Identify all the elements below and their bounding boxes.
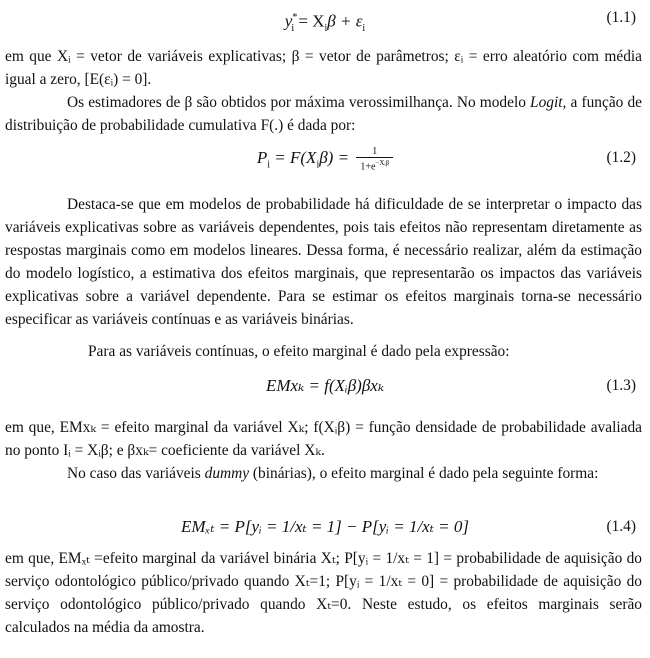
equation-1-4: EMₓₜ = P[yᵢ = 1/xₜ = 1] − P[yᵢ = 1/xₜ = 0] (1.4) <box>0 513 650 541</box>
equation-number: (1.2) <box>606 149 636 166</box>
paragraph-dummy-vars: No caso das variáveis dummy (binárias), o efeito marginal é dado pela seguinte forma: <box>67 465 599 482</box>
equation-number: (1.4) <box>606 518 636 535</box>
paragraph-definitions-1-1: em que Xᵢ = vetor de variáveis explicativas; β = vetor de parâmetros; εᵢ = erro aleatório com média igual a zero, [E(εᵢ) = 0]. <box>5 48 642 88</box>
equation-1-3: EMxₖ = f(Xᵢβ)βxₖ (1.3) <box>0 372 650 400</box>
equation-1-1: $y^*_i = X_i\beta + \varepsilon_i$ (1.1) <box>0 4 650 32</box>
paragraph-definitions-1-3: em que, EMxₖ = efeito marginal da variável Xₖ; f(Xᵢβ) = função densidade de probabilidade avaliada no ponto Iᵢ = Xᵢβ; e βxₖ= coeficiente da variável Xₖ. <box>5 419 642 459</box>
equation-1-2: $P_i = F(X_i\beta)$ = $\frac{1}{1+e^{-Xᵢ\beta}}$ (1.2) <box>256 145 636 173</box>
equation-number: (1.3) <box>606 377 636 394</box>
paragraph-definitions-1-4: em que, EMₓₜ =efeito marginal da variável binária Xₜ; P[yᵢ = 1/xₜ = 1] = probabilidade de aquisição do serviço odontológico público/privado quando Xₜ=1; P[yᵢ = 1/xₜ = 0] = probabilidade de aquisição do serviço odontológico público/privado quando Xₜ=0. Neste estudo, os efeitos marginais serão calculados na média da amostra. <box>5 550 642 636</box>
paragraph-marginal-effects: Destaca-se que em modelos de probabilidade há dificuldade de se interpretar o impacto das variáveis explicativas sobre as variáveis dependentes, pois tais efeitos não representam diretamente as respostas marginais como em modelos lineares. Dessa forma, é necessário realizar, além da estimação do modelo logístico, a estimativa dos efeitos marginais, que representarão os impactos das variáveis explicativas sobre a variável dependente. Para se estimar os efeitos marginais torna-se necessário especificar as variáveis contínuas e as variáveis binárias. <box>5 196 642 328</box>
equation-number: (1.1) <box>606 9 636 26</box>
paragraph-logit-intro: Os estimadores de β são obtidos por máxima verossimilhança. No modelo Logit, a função de distribuição de probabilidade cumulativa F(.) é dada por: <box>5 94 642 134</box>
paragraph-continuous-vars: Para as variáveis contínuas, o efeito marginal é dado pela expressão: <box>88 343 510 360</box>
fraction: $\frac{1}{1+e^{-Xᵢ\beta}}$ <box>356 146 393 172</box>
